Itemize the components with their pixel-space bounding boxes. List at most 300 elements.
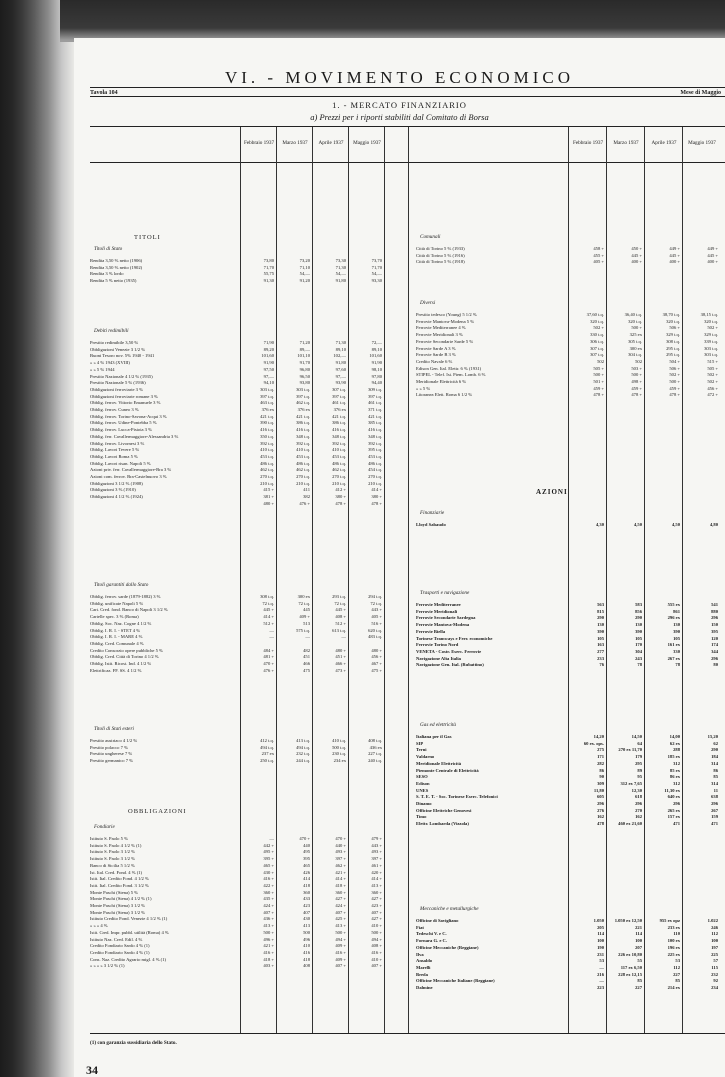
table-row (416, 821, 720, 827)
row-value: 435 + (263, 896, 274, 902)
row-value: 500 + (631, 325, 642, 331)
table-row (90, 634, 384, 640)
row-label: Prestito tedesco (Young) 5 1/2 % (416, 312, 477, 317)
table-row (416, 522, 720, 528)
row-value: 96,50 (299, 373, 310, 379)
table-row (90, 374, 384, 380)
row-value: 270 ex 11,70 (618, 747, 642, 753)
row-value: 309 t.q. (368, 386, 382, 392)
column-header-left: Febbraio 1937 (243, 140, 275, 146)
row-label: Ferrovie Mantova-Modena (416, 622, 470, 628)
row-value: — (269, 627, 274, 633)
table-row (416, 312, 720, 318)
row-label: Obblig. Lavori Tevere 5 % (90, 447, 140, 453)
row-value: 409 + (299, 614, 310, 620)
row-value: 400 + (669, 259, 680, 265)
row-label: Prestito germanico 7 % (90, 758, 133, 764)
row-value: 85 (675, 978, 680, 984)
row-value: 397 t.q. (332, 393, 346, 399)
table-row (90, 258, 384, 264)
row-value: 184 (711, 754, 718, 760)
row-value: 371 t.q. (368, 407, 382, 412)
row-value: 227 (635, 985, 642, 990)
row-value: 451 (303, 654, 310, 660)
row-value: 493 + (371, 849, 382, 855)
row-value: 97,— (263, 373, 274, 379)
row-value: 458 + (593, 246, 604, 251)
row-value: 112 (711, 931, 718, 937)
table-row (416, 622, 720, 628)
row-value: 421 t.q. (368, 413, 382, 419)
table-row (416, 372, 720, 378)
row-value: 400 + (707, 259, 718, 265)
table-row (90, 876, 384, 882)
row-label: Città di Torino 5 % (1918) (416, 259, 465, 265)
row-value: 265 ex (667, 807, 680, 813)
row-value: 449 + (669, 246, 680, 251)
row-label: Lloyd Sabaudo (416, 522, 446, 527)
row-label: Ansaldo (416, 958, 433, 964)
row-value: 312 (673, 760, 680, 766)
row-value: 512 + (263, 620, 274, 626)
row-label: Cart. Cred. fond. Banco di Napoli 3 1/2 % (90, 607, 168, 613)
row-value: 815 (597, 608, 604, 614)
row-value: 130 (597, 622, 604, 628)
row-value: 234 ex (333, 758, 346, 764)
row-label: Dinamo (416, 801, 432, 806)
row-value: 223 (597, 985, 604, 990)
row-value: 114 (635, 931, 642, 937)
row-value: 105 (635, 635, 642, 641)
row-value: 105 (597, 635, 604, 641)
row-value: 38,70 t.q. (662, 312, 680, 317)
table-row (416, 801, 720, 807)
row-value: 440 (303, 842, 310, 848)
table-row (90, 427, 384, 433)
row-label: » » » 4 % (90, 923, 108, 929)
row-label: Credito Fondiario Sardo 4 % (1) (90, 943, 150, 949)
row-value: 162 (635, 814, 642, 820)
row-value: 395 t.q. (368, 447, 382, 453)
row-value: 382 (303, 494, 310, 500)
row-value: 270 t.q. (260, 474, 274, 479)
table-row (416, 938, 720, 944)
row-value: 230 t.q. (332, 751, 346, 757)
row-value: 496 (303, 936, 310, 942)
row-value: 94,10 (263, 380, 274, 386)
table-row (416, 754, 720, 760)
table-row (90, 447, 384, 453)
row-value: 418 (303, 956, 310, 962)
row-value: 196 ex (667, 944, 680, 950)
row-value: 513 (303, 620, 310, 626)
row-value: 495 + (263, 849, 274, 855)
table-row (90, 621, 384, 627)
row-value: 495 (303, 849, 310, 855)
row-value: 72 t.q. (262, 600, 274, 606)
row-value: 465 (303, 862, 310, 868)
table-row (90, 441, 384, 447)
row-value: 330 t.q. (590, 332, 604, 338)
row-value: 232 (711, 971, 718, 977)
row-value: 563 (597, 602, 604, 607)
row-value: 162 (597, 814, 604, 820)
row-value: 114 (597, 931, 604, 937)
row-value: 613 t.q. (332, 627, 346, 633)
row-value: 486 t.q. (332, 460, 346, 466)
row-value: 205 (597, 924, 604, 930)
row-value: 462 + (335, 862, 346, 868)
row-value: 476 + (263, 667, 274, 673)
table-row (416, 768, 720, 774)
row-value: 97,— (335, 373, 346, 379)
row-value: 296 (711, 615, 718, 621)
row-value: 350 t.q. (260, 433, 274, 439)
row-value: 411 (303, 487, 310, 493)
row-value: 392 t.q. (368, 440, 382, 446)
row-value: 416 (303, 949, 310, 955)
row-value: 4,30 (595, 522, 604, 527)
row-value: 72,— (371, 340, 382, 345)
table-row (416, 662, 720, 668)
table-row (90, 594, 384, 600)
row-value: 91,20 (299, 278, 310, 284)
table-row (90, 849, 384, 855)
row-label: Istituto Naz. Cred. Edil. 4 % (90, 936, 143, 942)
row-value: 423 (303, 903, 310, 908)
group-title: Comunali (420, 234, 441, 240)
row-value: 466 (303, 661, 310, 666)
row-value: 413 + (335, 923, 346, 929)
row-value: 486 t.q. (296, 460, 310, 466)
row-value: 11,30 ex (664, 787, 680, 793)
row-value: 157 ex (667, 814, 680, 820)
row-value: 309 (597, 780, 604, 786)
row-label: Navigazione Alta Italia (416, 655, 461, 661)
row-label: Rendita 3 % lordo (90, 271, 124, 277)
row-value: 541 (711, 602, 718, 607)
row-label: Obblig. ferrov. Torino-Savona-Acqui 3 % (90, 413, 167, 419)
row-value: 296 (673, 801, 680, 806)
group-title: Debiti redimibili (94, 328, 129, 334)
table-row (90, 738, 384, 744)
row-value: 467 + (371, 661, 382, 666)
row-value: 62 ex (669, 740, 680, 746)
row-value: 390 (635, 628, 642, 634)
table-row (416, 774, 720, 780)
row-value: 426 (303, 869, 310, 875)
row-value: 470 + (335, 836, 346, 841)
row-value: 462 t.q. (296, 400, 310, 406)
row-value: 421 t.q. (332, 413, 346, 419)
row-label: Obbligazioni Venezie 3 1/2 % (90, 346, 146, 352)
section-title: 1. - MERCATO FINANZIARIO (332, 100, 467, 110)
table-row (416, 636, 720, 642)
row-label: Istituto S. Paolo 3 1/2 % (90, 849, 135, 855)
table-row (90, 487, 384, 493)
table-row (90, 614, 384, 620)
row-value: 483 t.q. (368, 634, 382, 640)
row-value: 100 ex (667, 938, 680, 944)
row-value: 76 (599, 662, 604, 668)
table-row (90, 751, 384, 757)
row-value: 412 t.q. (260, 738, 274, 743)
table-row (90, 601, 384, 607)
row-value: 250 t.q. (260, 758, 274, 764)
row-value: 72 t.q. (334, 600, 346, 606)
row-value: 466 + (335, 661, 346, 666)
row-value: 459 + (593, 385, 604, 391)
row-value: 455 + (593, 252, 604, 258)
row-value: 307 t.q. (590, 352, 604, 358)
row-label: Obblig. ferrov. sarde (1879-1882) 3 % (90, 594, 161, 599)
table-row (416, 781, 720, 787)
row-value: 427 + (371, 896, 382, 902)
table-row (90, 347, 384, 353)
row-value: 161 ex (667, 642, 680, 648)
row-label: Banco di Sicilia 5 1/2 % (90, 862, 135, 868)
row-value: 397 + (371, 856, 382, 862)
row-value: 416 t.q. (260, 427, 274, 433)
row-value: 89,— (299, 346, 310, 352)
row-value: 320 t.q. (628, 318, 642, 324)
row-value: 270 (635, 807, 642, 813)
row-value: 494 t.q. (296, 744, 310, 750)
row-value: 414 + (335, 876, 346, 882)
row-value: 403 + (263, 963, 274, 969)
row-label: Prestito ungherese 7 % (90, 751, 133, 757)
row-value: 214 ex (667, 985, 680, 990)
row-label: Ist. Ital. Cred. Fond. 4 % (1) (90, 869, 143, 875)
table-row (90, 265, 384, 271)
row-value: 300 ex (629, 345, 642, 351)
table-row (416, 366, 720, 372)
row-label: Prestito austriaco 4 1/2 % (90, 738, 138, 743)
row-value: 478 + (631, 392, 642, 398)
row-value: 120 (711, 635, 718, 641)
footnote: (1) con garanzia sussidiaria dello Stato. (90, 1040, 177, 1046)
row-value: 502 + (707, 372, 718, 378)
row-value: 472 + (707, 392, 718, 398)
row-value: 407 (303, 909, 310, 915)
row-label: Edison (416, 780, 430, 786)
row-value: 305 t.q. (628, 338, 642, 344)
row-value: — (341, 634, 346, 640)
row-value: 421 + (335, 869, 346, 875)
row-label: Ferrovie Secondarie Sardegna (416, 615, 476, 621)
table-row (416, 325, 720, 331)
table-row (416, 246, 720, 252)
row-value: 496 + (263, 936, 274, 942)
row-value: 456 + (371, 654, 382, 660)
table-row (416, 629, 720, 635)
row-value: 515 + (707, 358, 718, 364)
row-value: 303 t.q. (704, 345, 718, 351)
row-value: 93,30 (371, 278, 382, 284)
month-label: Mese di Maggio (680, 90, 721, 96)
table-row (416, 808, 720, 814)
row-value: 416 + (263, 949, 274, 955)
table-row (90, 863, 384, 869)
table-row (90, 843, 384, 849)
row-label: Obblig. I. R. I. - STET 4 % (90, 627, 141, 633)
table-row (416, 386, 720, 392)
row-value: 94,40 (371, 380, 382, 386)
row-label: Obbligazioni 3 % (1910) (90, 487, 136, 493)
table-row (90, 916, 384, 922)
row-value: 71,70 (371, 264, 382, 270)
table-row (90, 896, 384, 902)
table-row (416, 761, 720, 767)
row-value: 516 + (371, 620, 382, 626)
row-value: 407 + (371, 909, 382, 915)
row-label: Cartelle spec. 3 % (Roma) (90, 614, 139, 620)
table-row (90, 360, 384, 366)
row-value: 413 (303, 923, 310, 929)
row-value: 227 t.q. (368, 751, 382, 757)
row-value: 4,80 (709, 522, 718, 527)
row-value: 494 + (371, 936, 382, 942)
table-row (90, 407, 384, 413)
row-value: 502 + (669, 372, 680, 378)
table-row (416, 925, 720, 931)
row-value: 320 t.q. (704, 318, 718, 324)
row-value: 225 (711, 951, 718, 957)
row-value: 424 + (263, 903, 274, 908)
row-value: 89,10 (371, 346, 382, 352)
row-value: 300 ex (297, 594, 310, 599)
row-value: 170 (635, 642, 642, 648)
row-value: 445 + (631, 252, 642, 258)
row-value: 407 + (335, 909, 346, 915)
table-row (90, 668, 384, 674)
row-value: 482 (303, 647, 310, 653)
row-value: 416 t.q. (368, 427, 382, 433)
row-value: 480 + (335, 647, 346, 653)
row-value: 410 (303, 943, 310, 949)
row-value: 462 t.q. (296, 467, 310, 473)
row-value: 380 + (335, 494, 346, 500)
row-value: 91,80 (335, 278, 346, 284)
row-value: 397 t.q. (260, 393, 274, 399)
row-value: 416 t.q. (296, 427, 310, 433)
group-title: Diversi (420, 300, 436, 306)
row-value: 73,80 (263, 258, 274, 263)
row-value: 307 t.q. (590, 345, 604, 351)
row-label: » » 5 % 1944 (90, 366, 115, 372)
table-row (416, 794, 720, 800)
table-row (416, 352, 720, 358)
table-row (90, 641, 384, 647)
row-value: 461 t.q. (368, 400, 382, 406)
row-value: 486 t.q. (368, 460, 382, 466)
row-value: 410 t.q. (332, 738, 346, 743)
table-row (90, 454, 384, 460)
row-value: 100 (635, 938, 642, 944)
row-value: 73,70 (371, 258, 382, 263)
row-value: 414 + (371, 487, 382, 493)
row-value: 303 t.q. (296, 386, 310, 392)
row-value: 408 + (335, 614, 346, 620)
row-value: 423 + (371, 903, 382, 908)
row-label: Obblig. Cred. Comunale 4 % (90, 640, 144, 646)
row-value: 392 t.q. (260, 440, 274, 446)
table-row (416, 332, 720, 338)
row-value: 405 + (371, 614, 382, 620)
row-value: 456 + (707, 385, 718, 391)
row-label: Fiat (416, 924, 424, 930)
row-value: 376 ex (297, 407, 310, 412)
header-rule-2 (90, 96, 725, 97)
row-value: 54,— (299, 271, 310, 277)
row-value: 395 (711, 628, 718, 634)
row-value: 494 + (335, 936, 346, 942)
row-value: 101,60 (369, 353, 382, 359)
header-rule (90, 87, 725, 88)
row-value: 243 (635, 655, 642, 661)
row-label: Azioni com. ferrov. Bra-Castelnuovo 3 % (90, 474, 167, 479)
row-value: 71,90 (263, 340, 274, 345)
row-value: 416 t.q. (332, 427, 346, 433)
row-value: 408 (303, 963, 310, 969)
row-label: Istituto Credito Fond. Venezie 4 1/2 % (1) (90, 916, 168, 922)
row-value: 57 (713, 958, 718, 964)
row-value: 638 (711, 794, 718, 800)
row-value: 443 + (371, 607, 382, 613)
row-value: 476 + (299, 500, 310, 506)
row-value: 418 + (263, 956, 274, 962)
row-label: Ferrovie Biella (416, 628, 446, 634)
row-value: 502 + (707, 325, 718, 331)
row-value: 78 (637, 662, 642, 668)
row-value: 226 ex 10,80 (618, 951, 642, 957)
row-label: Obblig. I. R. I. - MARE 4 % (90, 634, 143, 640)
row-value: 392 t.q. (332, 440, 346, 446)
row-value: 101,60 (261, 353, 274, 359)
row-value: 110 (673, 931, 680, 937)
row-value: 320 t.q. (666, 318, 680, 324)
row-value: 228 ex 12,15 (618, 971, 642, 977)
row-label: Ferrovie Mediterranee 4 % (416, 325, 466, 331)
row-value: 312 (673, 780, 680, 786)
table-row (416, 747, 720, 753)
table-row (416, 952, 720, 958)
row-value: 397 + (335, 856, 346, 862)
row-label: Istituto S. Paolo 3 1/2 % (90, 856, 135, 862)
row-value: 442 + (263, 842, 274, 848)
row-label: Timo (416, 814, 427, 820)
row-value: 72 t.q. (370, 600, 382, 606)
row-value: 179 (635, 754, 642, 760)
row-value: 71,10 (299, 264, 310, 270)
row-value: 500 + (335, 929, 346, 935)
row-value: 500 + (631, 372, 642, 378)
row-value: 409 + (335, 943, 346, 949)
row-value: 290 (597, 615, 604, 621)
row-value: 90 (599, 774, 604, 780)
row-label: Ferrovie Secondarie Sarde 5 % (416, 338, 474, 344)
row-value: 38,15 t.q. (700, 312, 718, 317)
table-row (416, 734, 720, 740)
row-value: 296 (597, 801, 604, 806)
table-row (90, 745, 384, 751)
row-value: 422 + (263, 882, 274, 888)
row-value: 407 + (335, 963, 346, 969)
row-label: Marelli (416, 964, 431, 970)
row-value: 11,80 (593, 787, 604, 793)
table-row (90, 963, 384, 969)
row-value: 296 (635, 801, 642, 806)
